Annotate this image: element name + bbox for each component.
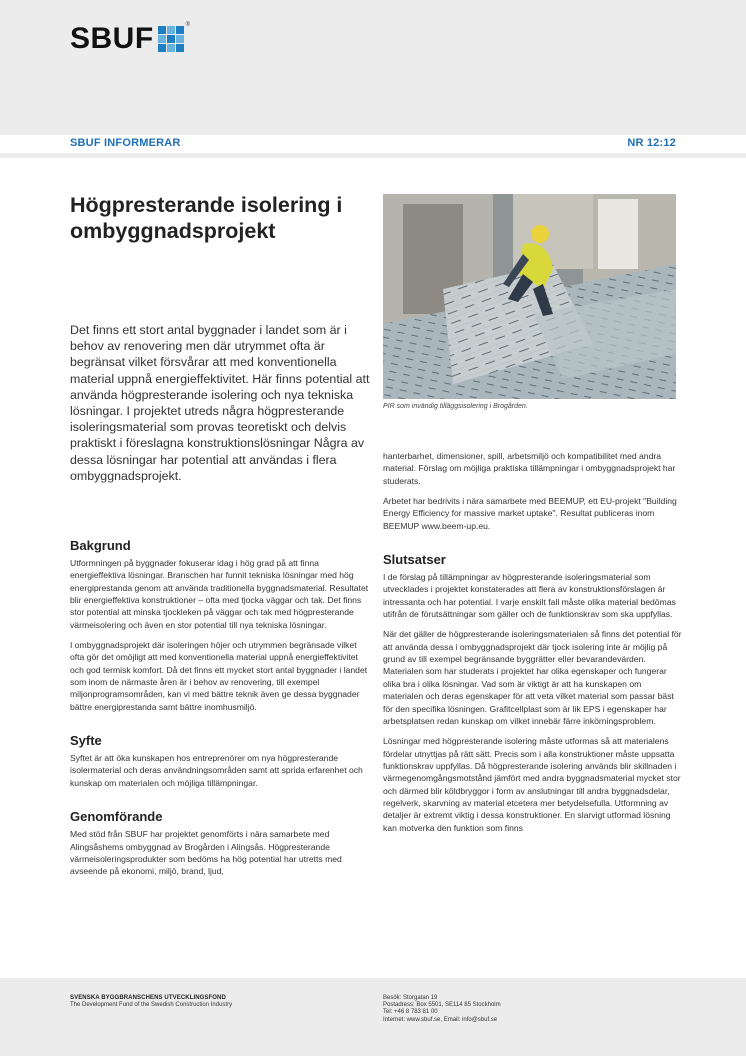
footer-phone: Tel: +46 8 783 81 00 [383,1009,438,1016]
footer-visit: Besök: Storgatan 19 [383,995,438,1001]
section-label: SBUF INFORMERAR [70,137,181,149]
heading-slutsatser: Slutsatser [383,552,446,568]
heading-syfte: Syfte [70,733,102,749]
info-row [70,137,676,149]
article-lead: Det finns ett stort antal byggnader i landet som är i behov av renovering men där utrymmet ofta är begränsat vilket försvårar att med konventionella material uppnå energieffektivitet. Här finns potential att använda högpresterande isolering och nya tekniska lösningar. I projektet utreds några högpresterande isoleringsmaterial som provas teoretiskt och delvis praktiskt i föreslagna konstruktionslösningar Några av dessa lösningar har potential att användas i flera ombyggnadsprojekt. [70,323,370,483]
footer-org-name: SVENSKA BYGGBRANSCHENS UTVECKLINGSFOND [70,995,226,1001]
slutsatser-p3: Lösningar med högpresterande isolering måste utformas så att materialens fördelar utnyttjas på rätt sätt. Precis som i alla konstruktioner måste uppsatta funktionskrav uppfyllas. Då högpresterande isolering används blir skillnaden i värmegenomgångsmotstånd jämfört med andra byggnadsmaterial mycket stor och därmed blir köldbryggor i form av anslutningar till andra byggnadsdelar, regelverk, skarvning av material etcetera mer betydelsefulla. Utformning av detaljer är extremt viktig i dessa konstruktioner. En slarvigt utformad lösning kan motverka den funktion som finns [383,736,681,833]
slutsatser-p1: I de förslag på tillämpningar av högpresterande isoleringsmaterial som utvecklades i projektet konstaterades att flera av konstruktionsförslagen är intressanta och har potential. I varje enskilt fall måste olika material bedömas utifrån de förutsättningar som gäller och de funktionskrav som ska uppfyllas. [383,572,676,620]
genomforande-p2: Arbetet har bedrivits i nära samarbete med BEEMUP, ett EU-projekt "Building Energy Efficiency for massive market uptake". Resultat publiceras inom BEEMUP www.beem-up.eu. [383,496,677,531]
footer-contact [383,995,683,1024]
divider-top [0,130,746,135]
section-bakgrund [70,538,370,713]
issue-number: NR 12:12 [627,137,676,149]
left-column [70,538,370,898]
section-syfte [70,733,370,789]
footer-org [70,995,350,1008]
article-photo [383,194,676,399]
footer-web: Internet: www.sbuf.se, Email: info@sbuf.se [383,1016,498,1023]
footer-org-name-en: The Development Fund of the Swedish Construction Industry [70,1002,233,1008]
registered-mark: ® [185,22,191,28]
heading-genomforande: Genomförande [70,809,163,825]
genomforande-p1-cont: hanterbarhet, dimensioner, spill, arbetsmiljö och kompatibilitet med andra material. Förslag om möjliga praktiska tillämpningar i ombyggnadsprojekt har studerats. [383,451,676,486]
logo-grid-icon [158,26,184,52]
bakgrund-p2: I ombyggnadsprojekt där isoleringen höjer och utrymmen begränsade vilket ofta gör det omöjligt att med konventionella material uppnå energieffektivitet och god termisk komfort. Då det finns ett mycket stort antal byggnader i landet som inom de närmaste åren är i behov av renovering, till exempel miljonprogramsområden, kan vi med bättre teknik även ge dessa byggnader bättre energiprestanda samt bättre inomhusmiljö. [70,640,368,712]
article-title: Högpresterande isolering i ombyggnadsprojekt [70,193,343,243]
right-column [383,450,683,854]
header-band [0,0,746,130]
photo-caption: PIR som invändig tilläggsisolering i Brogården. [383,403,528,410]
heading-bakgrund: Bakgrund [70,538,131,553]
section-genomforande [70,809,370,877]
genomforande-p1: Med stöd från SBUF har projektet genomförts i nära samarbete med Alingsåshems ombyggnad av Brogården i Alingsås. Högpresterande värmeisoleringsprodukter som bedöms ha hög potential har utretts med avseende på ekonomi, miljö, brand, ljud, [70,829,342,877]
bakgrund-p1: Utformningen på byggnader fokuserar idag i hög grad på att finna energieffektiva lösningar. Branschen har funnit tekniska lösningar med hög energiprestanda genom att använda traditionella byggnadsmaterial. Resultatet blir energieffektiva konstruktioner – ofta med tjocka väggar och tak. Det finns stor potential att minska tjockleken på väggar och tak med högpresterande värmeisolering och även en stor potential till nya tekniska lösningar. [70,558,369,630]
logo-text: SBUF [70,22,154,55]
section-slutsatser [383,552,683,834]
sbuf-logo [70,24,190,54]
divider-bottom [0,153,746,158]
slutsatser-p2: När det gäller de högpresterande isoleringsmaterialen så finns det potential för att använda dessa i ombyggnadsprojekt där tjock isolering inte är möjlig på grund av till exempel begränsande byggrätter eller bevarandevärden. Materialen som har studerats i projektet har olika egenskaper och fungerar olika bra i olika lösningar. Vad som är viktigt är att ha kunskapen om materialen och deras egenskaper för att veta vilket material som passar bäst för den specifika lösningen. Grafitcellplast som är lik EPS i egenskaper har arbetsplatsen redan kunskap om vilket innebär färre inkörningsproblem. [383,629,682,726]
footer-postal: Postadress: Box 5501, SE114 85 Stockholm [383,1002,501,1009]
syfte-p1: Syftet är att öka kunskapen hos entreprenörer om nya högpresterande isolermaterial och deras användningsområden samt att sprida erfarenhet och kunskap om materialen och möjliga tillämpningar. [70,753,363,788]
